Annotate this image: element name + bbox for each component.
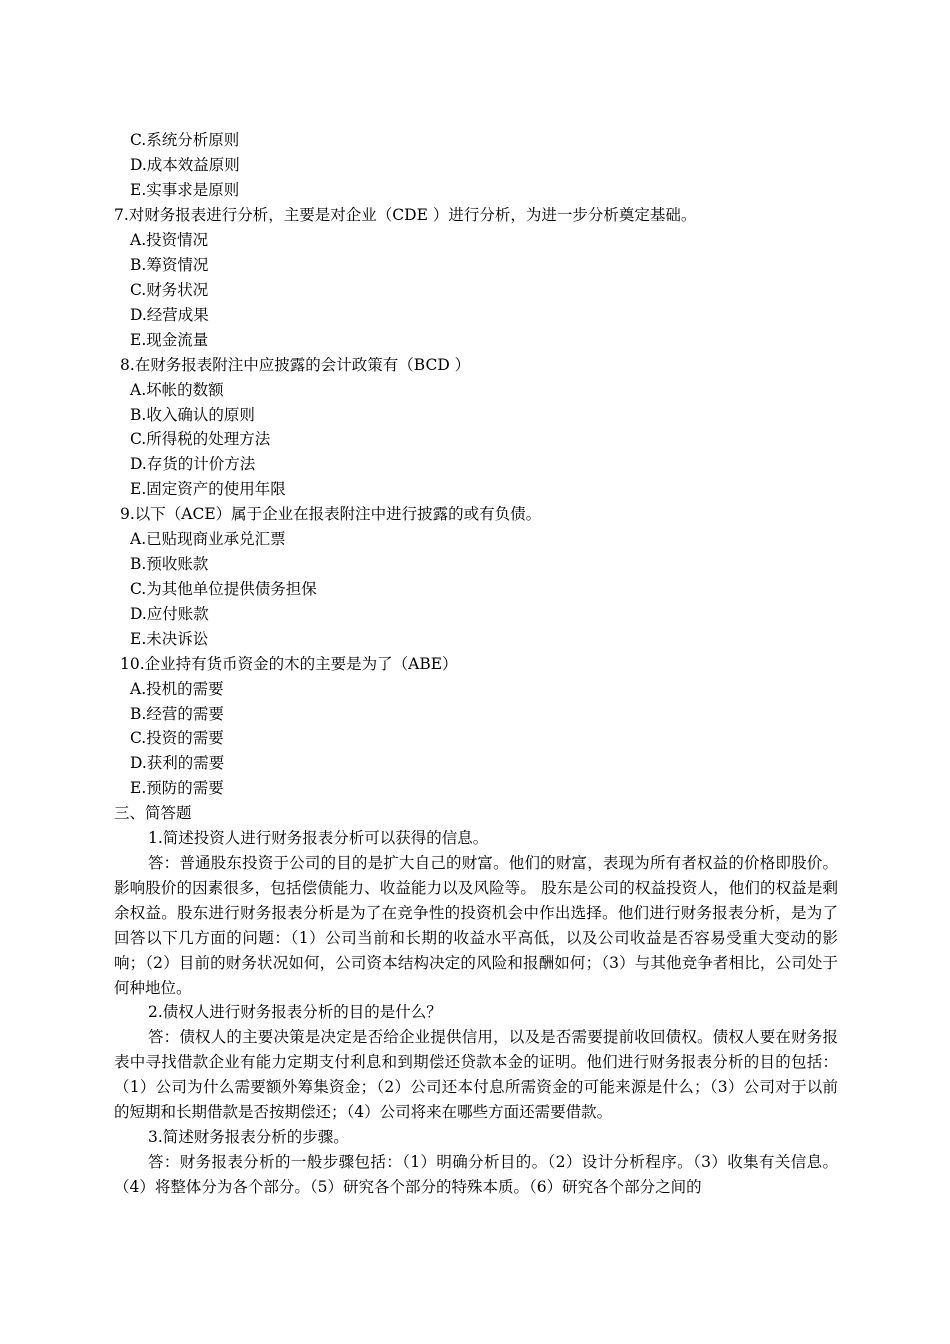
q9-option-e: E.未决诉讼 bbox=[130, 630, 209, 648]
q10-option-e: E.预防的需要 bbox=[130, 779, 224, 797]
q8-option-c: C.所得税的处理方法 bbox=[130, 430, 271, 448]
q9-stem: 9.以下（ACE）属于企业在报表附注中进行披露的或有负债。 bbox=[120, 505, 542, 523]
q7-option-b: B.筹资情况 bbox=[130, 256, 209, 274]
q6-option-c: C.系统分析原则 bbox=[130, 131, 240, 149]
short-answer-question-2: 2.债权人进行财务报表分析的目的是什么？ bbox=[148, 1003, 442, 1021]
q9-option-a: A.已贴现商业承兑汇票 bbox=[130, 530, 286, 548]
q10-option-d: D.获利的需要 bbox=[130, 754, 225, 772]
q9-option-d: D.应付账款 bbox=[130, 605, 209, 623]
q7-option-a: A.投资情况 bbox=[130, 231, 209, 249]
q10-option-b: B.经营的需要 bbox=[130, 705, 224, 723]
q6-option-e: E.实事求是原则 bbox=[130, 181, 240, 199]
q8-option-d: D.存货的计价方法 bbox=[130, 455, 256, 473]
q9-option-c: C.为其他单位提供债务担保 bbox=[130, 580, 317, 598]
q8-stem: 8.在财务报表附注中应披露的会计政策有（BCD ） bbox=[120, 356, 471, 374]
short-answer-question-3: 3.简述财务报表分析的步骤。 bbox=[148, 1128, 349, 1146]
q8-option-b: B.收入确认的原则 bbox=[130, 406, 255, 424]
q10-option-c: C.投资的需要 bbox=[130, 729, 224, 747]
short-answer-answer-1: 答：普通股东投资于公司的目的是扩大自己的财富。他们的财富，表现为所有者权益的价格即股价。影响股价的因素很多，包括偿债能力、收益能力以及风险等。 股东是公司的权益投资人，他们的权益是剩余权益。股东进行财务报表分析是为了在竞争性的投资机会中作出选择。他们进行财务报表分析，是为了回答以下几方面的问题：（1）公司当前和长期的收益水平高低，以及公司收益是否容易受重大变动的影响；（2）目前的财务状况如何，公司资本结构决定的风险和报酬如何；（3）与其他竞争者相比，公司处于何种地位。 bbox=[114, 854, 838, 997]
q6-option-d: D.成本效益原则 bbox=[130, 156, 240, 174]
q9-option-b: B.预收账款 bbox=[130, 555, 209, 573]
short-answer-answer-3: 答：财务报表分析的一般步骤包括：（1）明确分析目的。（2）设计分析程序。（3）收集有关信息。（4）将整体分为各个部分。（5）研究各个部分的特殊本质。（6）研究各个部分之间的 bbox=[114, 1153, 838, 1196]
q7-option-c: C.财务状况 bbox=[130, 281, 209, 299]
section-title: 三、简答题 bbox=[114, 804, 192, 822]
q7-option-e: E.现金流量 bbox=[130, 331, 209, 349]
short-answer-answer-2: 答：债权人的主要决策是决定是否给企业提供信用，以及是否需要提前收回债权。债权人要在财务报表中寻找借款企业有能力定期支付利息和到期偿还贷款本金的证明。他们进行财务报表分析的目的包括：（1）公司为什么需要额外筹集资金；（2）公司还本付息所需资金的可能来源是什么；（3）公司对于以前的短期和长期借款是否按期偿还；（4）公司将来在哪些方面还需要借款。 bbox=[114, 1028, 838, 1121]
q7-option-d: D.经营成果 bbox=[130, 306, 209, 324]
short-answer-question-1: 1.简述投资人进行财务报表分析可以获得的信息。 bbox=[148, 829, 489, 847]
q10-option-a: A.投机的需要 bbox=[130, 680, 224, 698]
q10-stem: 10.企业持有货币资金的木的主要是为了（ABE） bbox=[120, 655, 458, 673]
q8-option-e: E.固定资产的使用年限 bbox=[130, 480, 286, 498]
q7-stem: 7.对财务报表进行分析，主要是对企业（CDE ）进行分析，为进一步分析奠定基础。 bbox=[114, 206, 697, 224]
q8-option-a: A.坏帐的数额 bbox=[130, 381, 224, 399]
